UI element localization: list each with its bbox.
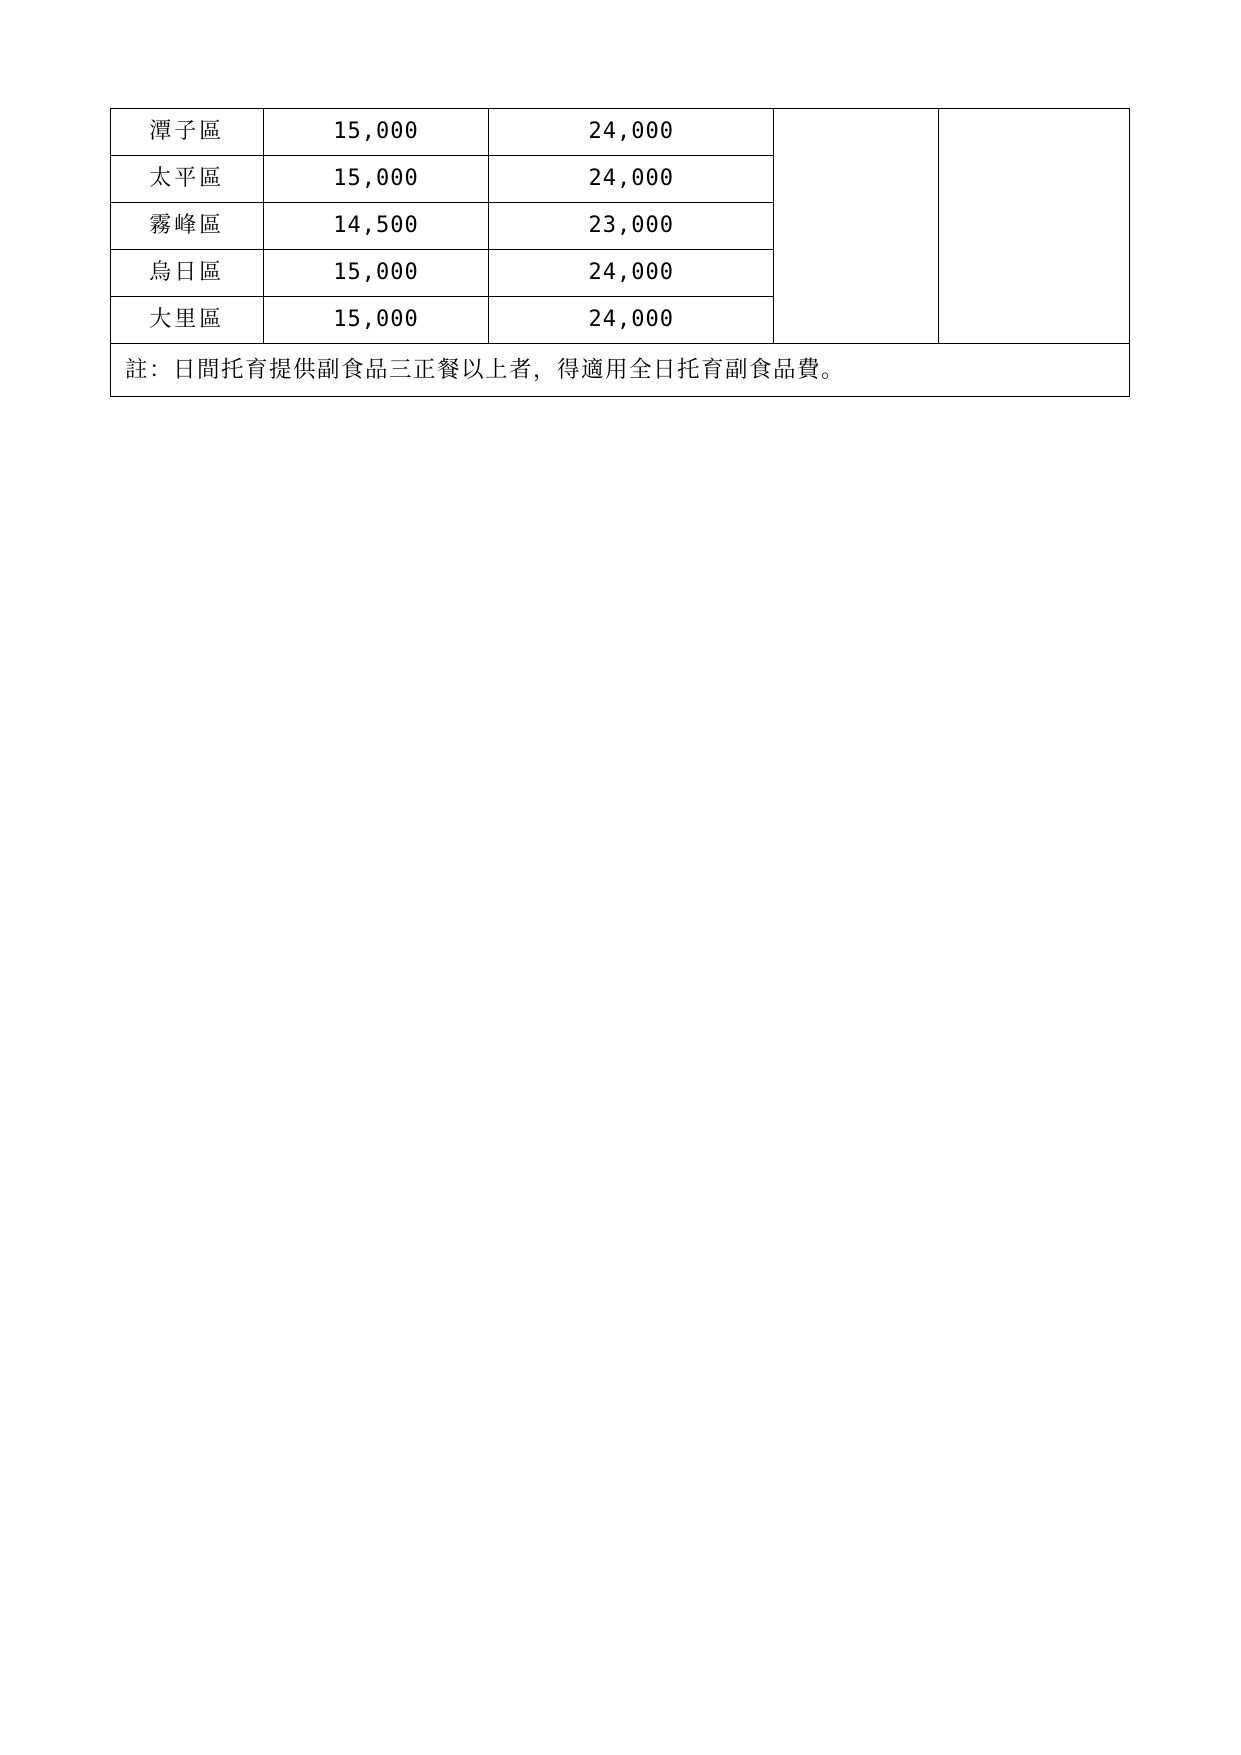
fee-table	[110, 108, 1130, 397]
table-cell-full-day-fee: 24,000	[489, 250, 774, 297]
table-cell-extra-1	[774, 109, 939, 344]
table-cell-extra-2	[939, 109, 1130, 344]
table-cell-half-day-fee: 14,500	[263, 203, 489, 250]
table-cell-half-day-fee: 15,000	[263, 250, 489, 297]
table-row	[111, 109, 1130, 156]
table-cell-district: 太平區	[111, 156, 264, 203]
table-cell-district: 潭子區	[111, 109, 264, 156]
table-cell-district: 大里區	[111, 297, 264, 344]
table-cell-half-day-fee: 15,000	[263, 297, 489, 344]
table-cell-full-day-fee: 23,000	[489, 203, 774, 250]
table-cell-district: 烏日區	[111, 250, 264, 297]
table-cell-full-day-fee: 24,000	[489, 297, 774, 344]
table-note: 註：日間托育提供副食品三正餐以上者，得適用全日托育副食品費。	[111, 344, 1130, 397]
table-cell-half-day-fee: 15,000	[263, 156, 489, 203]
table-cell-half-day-fee: 15,000	[263, 109, 489, 156]
table-cell-district: 霧峰區	[111, 203, 264, 250]
table-note-row	[111, 344, 1130, 397]
table-cell-full-day-fee: 24,000	[489, 109, 774, 156]
table-cell-full-day-fee: 24,000	[489, 156, 774, 203]
